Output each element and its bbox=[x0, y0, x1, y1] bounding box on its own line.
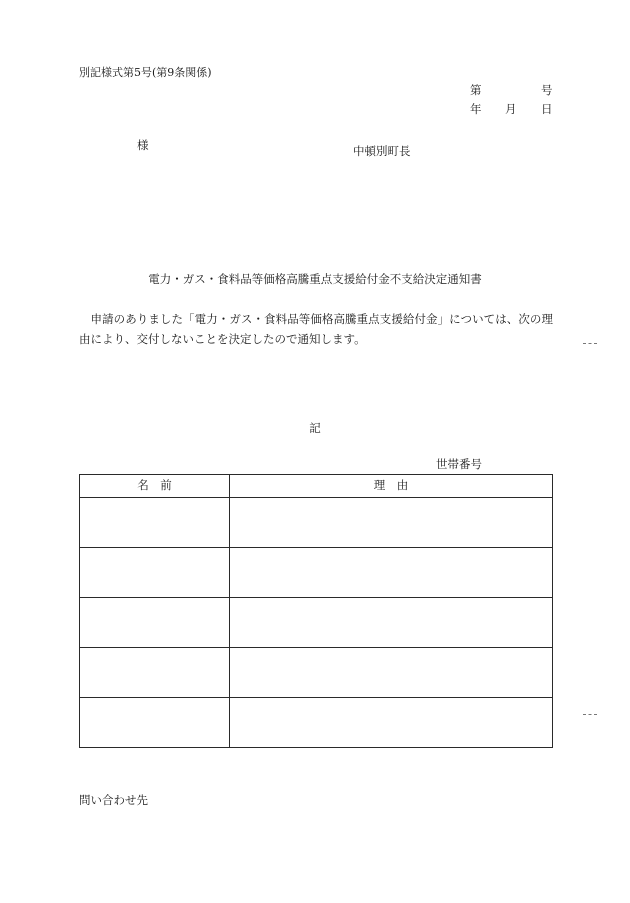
margin-dash-mark bbox=[583, 714, 597, 715]
notice-body-text: 申請のありました「電力・ガス・食料品等価格高騰重点支援給付金」については、次の理由により、交付しないことを決定したので通知します。 bbox=[79, 312, 553, 346]
table-row bbox=[80, 498, 553, 548]
name-cell bbox=[80, 698, 230, 748]
ki-heading: 記 bbox=[309, 421, 321, 435]
header-name: 名 前 bbox=[80, 475, 230, 498]
document-number-prefix: 第 bbox=[470, 83, 482, 97]
reason-table bbox=[79, 474, 553, 748]
reason-cell bbox=[230, 598, 553, 648]
name-cell bbox=[80, 648, 230, 698]
name-cell bbox=[80, 598, 230, 648]
name-cell bbox=[80, 548, 230, 598]
reason-cell bbox=[230, 698, 553, 748]
reason-cell bbox=[230, 648, 553, 698]
recipient-honorific: 様 bbox=[137, 138, 149, 152]
table-row bbox=[80, 598, 553, 648]
margin-dash-mark bbox=[583, 343, 597, 344]
date-year-label: 年 bbox=[470, 102, 482, 116]
contact-label: 問い合わせ先 bbox=[79, 793, 148, 807]
name-cell bbox=[80, 498, 230, 548]
table-row bbox=[80, 648, 553, 698]
table-header-row bbox=[80, 475, 553, 498]
document-number-suffix: 号 bbox=[541, 83, 553, 97]
household-number-label: 世帯番号 bbox=[436, 457, 482, 471]
header-reason: 理 由 bbox=[230, 475, 553, 498]
date-day-label: 日 bbox=[541, 102, 553, 116]
document-title: 電力・ガス・食料品等価格高騰重点支援給付金不支給決定通知書 bbox=[148, 272, 482, 286]
table-row bbox=[80, 698, 553, 748]
form-number-label: 別記様式第5号(第9条関係) bbox=[79, 66, 212, 79]
issuer-name: 中頓別町長 bbox=[353, 144, 411, 158]
table-row bbox=[80, 548, 553, 598]
reason-cell bbox=[230, 498, 553, 548]
date-month-label: 月 bbox=[505, 102, 517, 116]
reason-cell bbox=[230, 548, 553, 598]
